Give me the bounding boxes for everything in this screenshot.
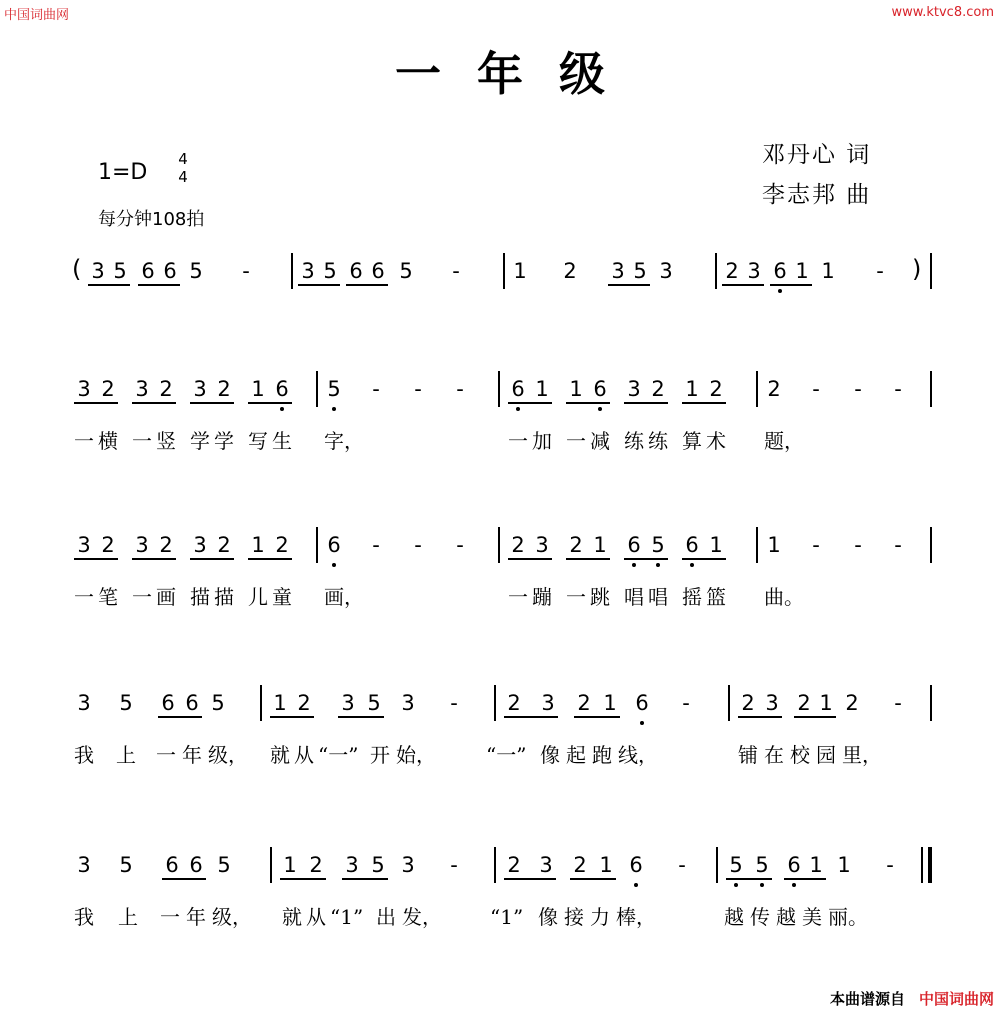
note: 2 xyxy=(217,533,231,557)
lyric: 写 xyxy=(248,429,268,453)
low-octave-dot xyxy=(734,883,738,887)
note: 2 xyxy=(101,533,115,557)
beam xyxy=(132,402,176,404)
lyric: 算 xyxy=(682,429,702,453)
beam xyxy=(726,878,772,880)
low-octave-dot xyxy=(332,407,336,411)
note: 2 xyxy=(507,691,521,715)
lyric: 减 xyxy=(590,429,610,453)
lyric: 在 xyxy=(764,743,784,767)
note: 5 xyxy=(755,853,769,877)
note: - xyxy=(456,533,464,557)
lyric: 传 xyxy=(750,905,770,929)
note: 3 xyxy=(135,533,149,557)
note: 1 xyxy=(273,691,287,715)
lyricist-credit: 邓丹心 词 xyxy=(762,142,872,168)
lyric: 力 xyxy=(590,905,610,929)
note: 1 xyxy=(283,853,297,877)
note: 3 xyxy=(341,691,355,715)
note: - xyxy=(414,533,422,557)
note: 6 xyxy=(161,691,175,715)
beam xyxy=(74,558,118,560)
beam xyxy=(570,878,616,880)
note: 6 xyxy=(275,377,289,401)
note: 1 xyxy=(819,691,833,715)
note: - xyxy=(894,691,902,715)
lyric: 从 xyxy=(306,905,326,929)
note: 1 xyxy=(569,377,583,401)
note: 6 xyxy=(165,853,179,877)
source-credit xyxy=(830,988,994,1009)
note: 5 xyxy=(119,853,133,877)
beam xyxy=(566,402,610,404)
lyric: 题， xyxy=(764,429,804,453)
note: 6 xyxy=(685,533,699,557)
note: 3 xyxy=(77,691,91,715)
lyric: 一 xyxy=(508,429,528,453)
note: 5 xyxy=(217,853,231,877)
repeat-open-paren: ( xyxy=(72,255,82,283)
lyric: 童 xyxy=(272,585,292,609)
beam xyxy=(504,716,558,718)
beam xyxy=(138,284,180,286)
note: 6 xyxy=(593,377,607,401)
note: 6 xyxy=(185,691,199,715)
note: 3 xyxy=(301,259,315,283)
bar-line xyxy=(316,371,318,407)
low-octave-dot xyxy=(778,289,782,293)
note: 6 xyxy=(327,533,341,557)
note: 1 xyxy=(685,377,699,401)
note: 1 xyxy=(251,533,265,557)
lyric: 一 xyxy=(160,905,180,929)
bar-line xyxy=(503,253,505,289)
lyric: 开 xyxy=(370,743,390,767)
note: - xyxy=(894,533,902,557)
bar-line xyxy=(930,685,932,721)
lyric: 一 xyxy=(156,743,176,767)
note: 6 xyxy=(511,377,525,401)
lyric: 曲。 xyxy=(764,585,804,609)
note: - xyxy=(854,533,862,557)
note: 2 xyxy=(309,853,323,877)
lyric: 年 xyxy=(186,905,206,929)
beam xyxy=(794,716,836,718)
lyric: 一 xyxy=(132,429,152,453)
note: 3 xyxy=(401,853,415,877)
song-title: 一年级 xyxy=(395,47,641,101)
lyric: 画， xyxy=(324,585,364,609)
lyric: 级， xyxy=(212,905,252,929)
time-signature-top: 4 xyxy=(178,150,188,168)
composer-credit: 李志邦 曲 xyxy=(762,182,872,208)
bar-line xyxy=(930,371,932,407)
low-octave-dot xyxy=(332,563,336,567)
note: 5 xyxy=(119,691,133,715)
note: 2 xyxy=(573,853,587,877)
note: 6 xyxy=(635,691,649,715)
beam xyxy=(298,284,340,286)
beam xyxy=(784,878,826,880)
lyric: 里， xyxy=(842,743,882,767)
note: - xyxy=(372,377,380,401)
lyric: 字， xyxy=(324,429,364,453)
note: 3 xyxy=(193,533,207,557)
lyric: 从 xyxy=(294,743,314,767)
lyric: 篮 xyxy=(706,585,726,609)
note: 5 xyxy=(327,377,341,401)
note: 2 xyxy=(725,259,739,283)
note: 3 xyxy=(77,533,91,557)
bar-line xyxy=(716,847,718,883)
time-signature-bottom: 4 xyxy=(178,168,188,186)
note: 1 xyxy=(603,691,617,715)
note: 6 xyxy=(627,533,641,557)
lyric: 儿 xyxy=(248,585,268,609)
lyric: 唱 xyxy=(624,585,644,609)
lyric: “1” xyxy=(490,905,524,929)
lyrics-row xyxy=(0,428,1000,458)
bar-line xyxy=(728,685,730,721)
lyric: 越 xyxy=(776,905,796,929)
note: 3 xyxy=(345,853,359,877)
note: 1 xyxy=(593,533,607,557)
note: 6 xyxy=(629,853,643,877)
note: - xyxy=(894,377,902,401)
note: 5 xyxy=(189,259,203,283)
bar-line xyxy=(756,527,758,563)
lyrics-row xyxy=(0,904,1000,934)
lyrics-row xyxy=(0,584,1000,614)
note: 2 xyxy=(101,377,115,401)
low-octave-dot xyxy=(792,883,796,887)
note: - xyxy=(854,377,862,401)
note: - xyxy=(456,377,464,401)
beam xyxy=(682,558,726,560)
lyric: 级， xyxy=(208,743,248,767)
beam xyxy=(624,558,668,560)
note: 6 xyxy=(371,259,385,283)
note: - xyxy=(242,259,250,283)
lyric: 园 xyxy=(816,743,836,767)
note: 3 xyxy=(627,377,641,401)
bar-line xyxy=(291,253,293,289)
low-octave-dot xyxy=(516,407,520,411)
beam xyxy=(74,402,118,404)
note: 2 xyxy=(797,691,811,715)
note: 1 xyxy=(709,533,723,557)
note: 1 xyxy=(809,853,823,877)
lyric: 上 xyxy=(118,905,138,929)
lyric: 蹦 xyxy=(532,585,552,609)
note: - xyxy=(812,377,820,401)
note: 5 xyxy=(371,853,385,877)
note: 3 xyxy=(135,377,149,401)
lyric: 描 xyxy=(190,585,210,609)
note: 3 xyxy=(535,533,549,557)
note: - xyxy=(452,259,460,283)
beam xyxy=(280,878,326,880)
beam xyxy=(132,558,176,560)
beam xyxy=(346,284,388,286)
lyric: 像 xyxy=(538,905,558,929)
note: 5 xyxy=(323,259,337,283)
lyric: 上 xyxy=(116,743,136,767)
bar-line xyxy=(930,527,932,563)
note: 2 xyxy=(217,377,231,401)
beam xyxy=(158,716,202,718)
beam xyxy=(342,878,388,880)
note: 6 xyxy=(773,259,787,283)
lyric: 摇 xyxy=(682,585,702,609)
lyric: 校 xyxy=(790,743,810,767)
note: - xyxy=(812,533,820,557)
lyric: 接 xyxy=(564,905,584,929)
note: 1 xyxy=(821,259,835,283)
lyric: 一 xyxy=(566,585,586,609)
lyric: “1” xyxy=(330,905,364,929)
note: 5 xyxy=(399,259,413,283)
note: 2 xyxy=(651,377,665,401)
note: 6 xyxy=(787,853,801,877)
note: 1 xyxy=(767,533,781,557)
low-octave-dot xyxy=(632,563,636,567)
note: 1 xyxy=(513,259,527,283)
low-octave-dot xyxy=(656,563,660,567)
note: 2 xyxy=(577,691,591,715)
note: - xyxy=(450,691,458,715)
note: 2 xyxy=(511,533,525,557)
lyric: 一 xyxy=(74,585,94,609)
watermark-top-left: 中国词曲网 xyxy=(4,8,70,23)
note: - xyxy=(682,691,690,715)
lyric: 练 xyxy=(624,429,644,453)
low-octave-dot xyxy=(598,407,602,411)
lyric: 我 xyxy=(74,743,94,767)
note: 5 xyxy=(113,259,127,283)
source-site[interactable]: 中国词曲网 xyxy=(918,990,994,1008)
note: 3 xyxy=(765,691,779,715)
lyric: 棒， xyxy=(616,905,656,929)
lyric: “一” xyxy=(486,743,527,767)
note: - xyxy=(678,853,686,877)
note: 1 xyxy=(251,377,265,401)
note: 5 xyxy=(367,691,381,715)
lyric: 一 xyxy=(566,429,586,453)
beam xyxy=(738,716,782,718)
final-bar-line xyxy=(921,847,923,883)
note: 2 xyxy=(767,377,781,401)
beam xyxy=(508,402,552,404)
lyric: 画 xyxy=(156,585,176,609)
beam xyxy=(608,284,650,286)
note: 2 xyxy=(563,259,577,283)
lyric: 一 xyxy=(74,429,94,453)
note: 5 xyxy=(633,259,647,283)
lyric: 一 xyxy=(132,585,152,609)
lyric: 术 xyxy=(706,429,726,453)
lyric: 就 xyxy=(282,905,302,929)
note: 2 xyxy=(159,533,173,557)
note: 6 xyxy=(141,259,155,283)
tempo-marking: 每分钟108拍 xyxy=(98,209,205,230)
lyric: 跳 xyxy=(590,585,610,609)
note: 3 xyxy=(77,377,91,401)
final-bar-line-thick xyxy=(928,847,932,883)
low-octave-dot xyxy=(280,407,284,411)
beam xyxy=(338,716,384,718)
lyric: 我 xyxy=(74,905,94,929)
note: 2 xyxy=(159,377,173,401)
lyric: 生 xyxy=(272,429,292,453)
lyric: 竖 xyxy=(156,429,176,453)
note: 3 xyxy=(541,691,555,715)
note: 3 xyxy=(77,853,91,877)
lyric: 出 xyxy=(376,905,396,929)
note: - xyxy=(886,853,894,877)
beam xyxy=(248,558,292,560)
note: 2 xyxy=(741,691,755,715)
lyric: 丽。 xyxy=(828,905,868,929)
beam xyxy=(270,716,314,718)
note: 3 xyxy=(193,377,207,401)
bar-line xyxy=(316,527,318,563)
lyric: 跑 xyxy=(592,743,612,767)
beam xyxy=(682,402,726,404)
note: - xyxy=(414,377,422,401)
note: 2 xyxy=(569,533,583,557)
lyric: 一 xyxy=(508,585,528,609)
note: 1 xyxy=(599,853,613,877)
lyric: 学 xyxy=(190,429,210,453)
watermark-top-right: www.ktvc8.com xyxy=(891,5,994,20)
beam xyxy=(508,558,552,560)
beam xyxy=(722,284,764,286)
source-label: 本曲谱源自 xyxy=(829,990,905,1008)
beam xyxy=(248,402,292,404)
lyric: 加 xyxy=(532,429,552,453)
bar-line xyxy=(494,685,496,721)
bar-line xyxy=(270,847,272,883)
beam xyxy=(190,558,234,560)
low-octave-dot xyxy=(640,721,644,725)
note: 2 xyxy=(507,853,521,877)
note: 1 xyxy=(837,853,851,877)
lyric: 像 xyxy=(540,743,560,767)
note: 3 xyxy=(659,259,673,283)
lyric: 起 xyxy=(566,743,586,767)
key-signature: 1=D xyxy=(98,160,148,185)
note: 5 xyxy=(651,533,665,557)
lyric: 练 xyxy=(648,429,668,453)
note: 1 xyxy=(535,377,549,401)
beam xyxy=(624,402,668,404)
lyrics-row xyxy=(0,742,1000,772)
beam xyxy=(504,878,556,880)
note: 5 xyxy=(211,691,225,715)
lyric: 越 xyxy=(724,905,744,929)
lyric: 发， xyxy=(402,905,442,929)
beam xyxy=(88,284,130,286)
note: 6 xyxy=(163,259,177,283)
note: 6 xyxy=(189,853,203,877)
note: 2 xyxy=(297,691,311,715)
note: 2 xyxy=(275,533,289,557)
beam xyxy=(566,558,610,560)
beam xyxy=(770,284,812,286)
bar-line xyxy=(715,253,717,289)
repeat-close-paren: ) xyxy=(912,255,922,283)
lyric: 始， xyxy=(396,743,436,767)
lyric: 笔 xyxy=(98,585,118,609)
lyric: “一” xyxy=(318,743,359,767)
lyric: 铺 xyxy=(738,743,758,767)
note: 2 xyxy=(709,377,723,401)
bar-line xyxy=(260,685,262,721)
lyric: 横 xyxy=(98,429,118,453)
note: 6 xyxy=(349,259,363,283)
lyric: 美 xyxy=(802,905,822,929)
note: - xyxy=(450,853,458,877)
note: 5 xyxy=(729,853,743,877)
note: 3 xyxy=(401,691,415,715)
note: 3 xyxy=(91,259,105,283)
note: 3 xyxy=(747,259,761,283)
low-octave-dot xyxy=(634,883,638,887)
bar-line xyxy=(930,253,932,289)
bar-line xyxy=(498,527,500,563)
lyric: 描 xyxy=(214,585,234,609)
lyric: 学 xyxy=(214,429,234,453)
bar-line xyxy=(756,371,758,407)
lyric: 线， xyxy=(618,743,658,767)
note: - xyxy=(876,259,884,283)
note: 2 xyxy=(845,691,859,715)
note: - xyxy=(372,533,380,557)
beam xyxy=(190,402,234,404)
note: 1 xyxy=(795,259,809,283)
lyric: 唱 xyxy=(648,585,668,609)
bar-line xyxy=(494,847,496,883)
time-signature xyxy=(176,150,190,186)
note: 3 xyxy=(611,259,625,283)
beam xyxy=(574,716,620,718)
lyric: 就 xyxy=(270,743,290,767)
low-octave-dot xyxy=(690,563,694,567)
beam xyxy=(162,878,206,880)
low-octave-dot xyxy=(760,883,764,887)
lyric: 年 xyxy=(182,743,202,767)
note: 3 xyxy=(539,853,553,877)
bar-line xyxy=(498,371,500,407)
